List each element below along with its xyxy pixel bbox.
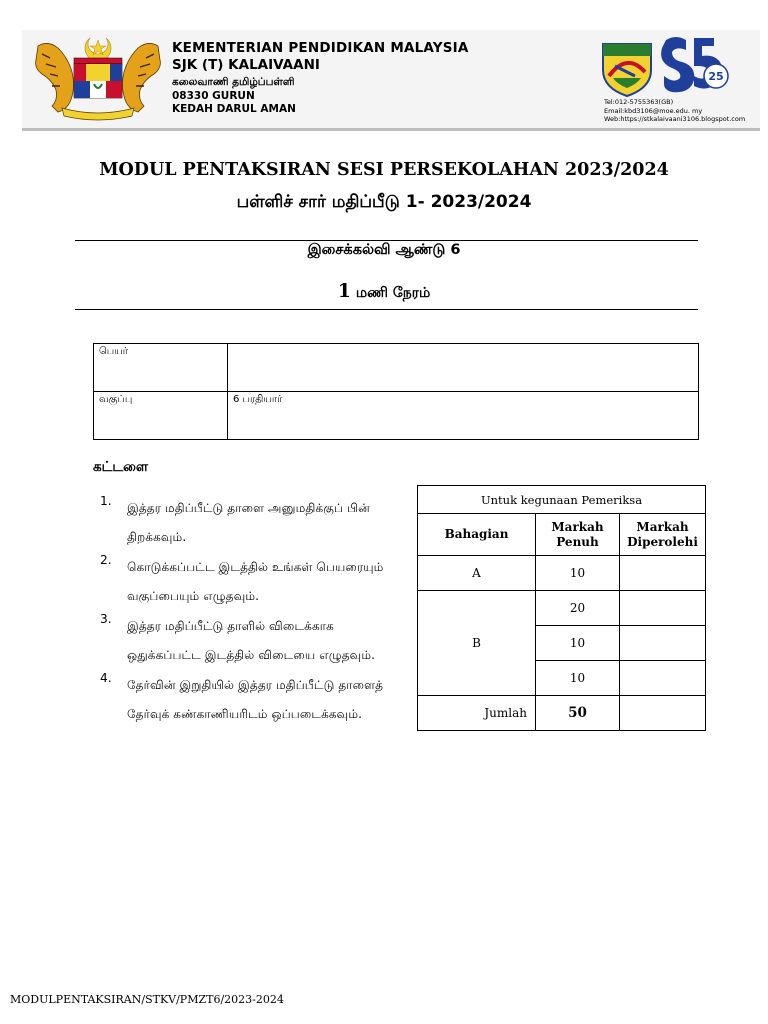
marks-caption: Untuk kegunaan Pemeriksa: [418, 486, 706, 514]
full-marks-cell: 10: [536, 661, 620, 696]
total-row: [418, 696, 706, 731]
duration-label: மணி நேரம்: [355, 285, 431, 301]
school-name-tamil: கலைவாணி தமிழ்ப்பள்ளி: [172, 76, 295, 88]
instruction-text: இத்தர மதிப்பீட்டு தாளை அனுமதிக்குப் பின் திறக்கவும்.: [127, 501, 370, 544]
school-header: [22, 30, 760, 131]
section-a: A: [418, 556, 536, 591]
document-code: MODULPENTAKSIRAN/STKV/PMZT6/2023-2024: [10, 993, 284, 1006]
marks-header-row: [418, 514, 706, 556]
table-row: [418, 591, 706, 626]
school-state: KEDAH DARUL AMAN: [172, 103, 296, 115]
table-row: [418, 556, 706, 591]
contact-info: [604, 98, 745, 124]
name-field[interactable]: [228, 344, 699, 392]
school-info: [172, 40, 469, 115]
header-full-marks: Markah Penuh: [536, 514, 620, 556]
instructions-list: [100, 494, 400, 737]
instruction-item: [100, 612, 400, 669]
instruction-number: 4.: [100, 671, 112, 685]
instruction-item: [100, 671, 400, 728]
contact-email: Email:kbd3106@moe.edu. my: [604, 106, 703, 115]
instruction-number: 1.: [100, 494, 112, 508]
marks-caption-row: [418, 486, 706, 514]
obtained-marks-cell[interactable]: [620, 556, 706, 591]
malaysia-coat-of-arms-icon: [28, 34, 168, 124]
class-row: [94, 392, 699, 440]
class-field[interactable]: 6 பரதியார்: [228, 392, 699, 440]
obtained-marks-cell[interactable]: [620, 626, 706, 661]
assessment-subtitle: பள்ளிச் சார் மதிப்பீடு 1- 2023/2024: [236, 192, 532, 212]
contact-web: Web:https://stkalaivaani3106.blogspot.com: [604, 115, 746, 124]
full-marks-cell: 20: [536, 591, 620, 626]
total-value: 50: [536, 696, 620, 731]
logo-25-text: 25: [708, 70, 724, 83]
anniversary-25-logo-icon: [660, 34, 738, 98]
header-obtained-marks: Markah Diperolehi: [620, 514, 706, 556]
total-label: Jumlah: [418, 696, 536, 731]
obtained-marks-cell[interactable]: [620, 661, 706, 696]
instruction-number: 3.: [100, 612, 112, 626]
instruction-text: கொடுக்கப்பட்ட இடத்தில் உங்கள் பெயரையும் வகுப்பையும் எழுதவும்.: [127, 560, 384, 603]
divider-top: [75, 240, 698, 241]
exam-duration: [0, 280, 768, 303]
examiner-marks-table: [417, 485, 706, 731]
school-postcode: 08330 GURUN: [172, 90, 255, 102]
subject-year: இசைக்கல்வி ஆண்டு 6: [307, 242, 461, 258]
instruction-item: [100, 494, 400, 551]
section-b: B: [418, 591, 536, 696]
name-row: [94, 344, 699, 392]
instructions-heading: கட்டளை: [93, 459, 149, 475]
instruction-text: இத்தர மதிப்பீட்டு தாளில் விடைக்காக ஒதுக்கப்பட்ட இடத்தில் விடையை எழுதவும்.: [127, 619, 376, 662]
instruction-text: தேர்வின் இறுதியில் இத்தர மதிப்பீட்டு தாளைத் தேர்வுக் கண்காணியரிடம் ஒப்படைக்கவும்.: [127, 678, 384, 721]
student-info-table: [93, 343, 699, 440]
header-section: Bahagian: [418, 514, 536, 556]
duration-number: 1: [337, 280, 351, 302]
full-marks-cell: 10: [536, 556, 620, 591]
instruction-item: [100, 553, 400, 610]
ministry-name: KEMENTERIAN PENDIDIKAN MALAYSIA: [172, 40, 469, 56]
school-name: SJK (T) KALAIVAANI: [172, 57, 320, 73]
school-crest-icon: [597, 36, 657, 98]
divider-bottom: [75, 309, 698, 310]
total-obtained-cell[interactable]: [620, 696, 706, 731]
instruction-number: 2.: [100, 553, 112, 567]
name-label: பெயர்: [94, 344, 228, 392]
obtained-marks-cell[interactable]: [620, 591, 706, 626]
class-label: வகுப்பு: [94, 392, 228, 440]
module-title: MODUL PENTAKSIRAN SESI PERSEKOLAHAN 2023/2024: [99, 160, 669, 180]
contact-tel: Tel:012-5755363(GB): [604, 98, 674, 106]
full-marks-cell: 10: [536, 626, 620, 661]
